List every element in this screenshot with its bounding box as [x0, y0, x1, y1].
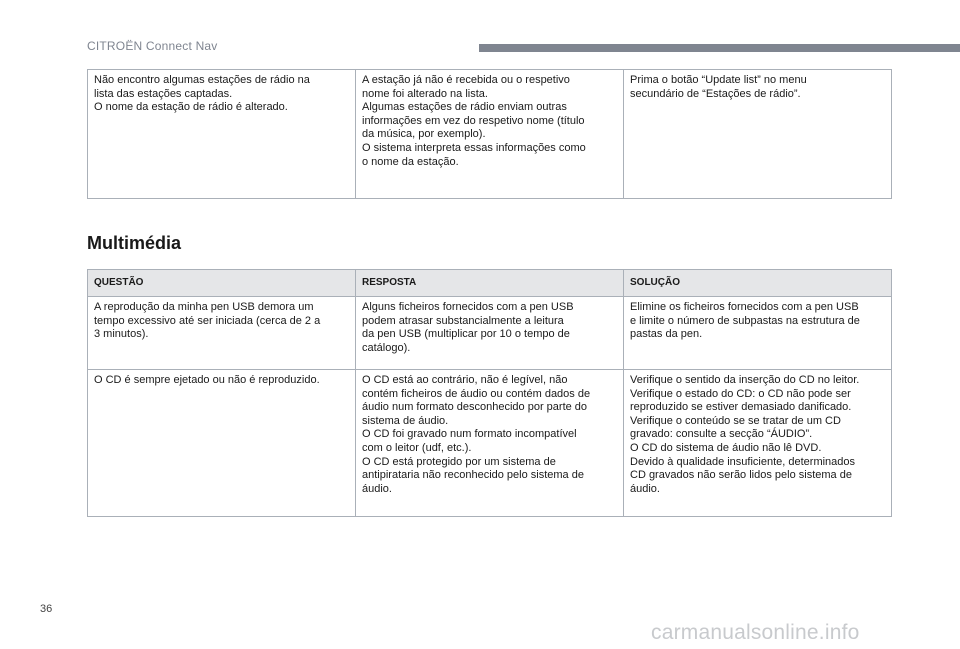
solution-cell — [624, 297, 892, 370]
question-cell — [88, 70, 356, 199]
text-line: Algumas estações de rádio enviam outras — [362, 101, 567, 114]
text-line: e limite o número de subpastas na estrutura de — [630, 314, 860, 327]
table-row — [88, 370, 892, 517]
table-row — [88, 70, 892, 199]
text-line: o nome da estação. — [362, 155, 459, 168]
text-line: O CD é sempre ejetado ou não é reproduzido. — [94, 374, 320, 386]
text-line: Não encontro algumas estações de rádio na — [94, 74, 310, 86]
table-row — [88, 297, 892, 370]
text-line: Verifique o sentido da inserção do CD no leitor. — [630, 374, 860, 386]
text-line: A estação já não é recebida ou o respetivo — [362, 74, 570, 86]
text-line: 3 minutos). — [94, 328, 149, 341]
text-line: CD gravados não serão lidos pelo sistema de — [630, 469, 852, 482]
text-line: O CD está ao contrário, não é legível, não — [362, 374, 568, 386]
text-line: O CD está protegido por um sistema de — [362, 455, 556, 468]
column-header-answer: RESPOSTA — [356, 270, 624, 297]
text-line: A reprodução da minha pen USB demora um — [94, 301, 314, 313]
header-bar — [479, 44, 960, 52]
text-line: áudio. — [362, 482, 392, 495]
text-line: pastas da pen. — [630, 328, 703, 341]
column-header-solution: SOLUÇÃO — [624, 270, 892, 297]
column-header-question: QUESTÃO — [88, 270, 356, 297]
page-number: 36 — [40, 603, 53, 615]
text-line: Alguns ficheiros fornecidos com a pen USB — [362, 301, 574, 313]
text-line: gravado: consulte a secção “ÁUDIO”. — [630, 428, 813, 441]
text-line: Prima o botão “Update list” no menu — [630, 74, 807, 86]
manual-title: CITROËN Connect Nav — [87, 39, 218, 53]
text-line: podem atrasar substancialmente a leitura — [362, 314, 564, 327]
text-line: O nome da estação de rádio é alterado. — [94, 101, 288, 114]
text-line: áudio num formato desconhecido por parte do — [362, 401, 588, 414]
radio-faq-table — [87, 69, 892, 199]
text-line: O CD do sistema de áudio não lê DVD. — [630, 441, 822, 454]
question-cell — [88, 297, 356, 370]
text-line: informações em vez do respetivo nome (título — [362, 114, 585, 127]
solution-cell — [624, 70, 892, 199]
solution-cell — [624, 370, 892, 517]
text-line: nome foi alterado na lista. — [362, 87, 488, 100]
header-row — [88, 270, 892, 297]
section-title: Multimédia — [87, 233, 182, 253]
watermark: carmanualsonline.info — [651, 621, 860, 644]
text-line: O CD foi gravado num formato incompatível — [362, 428, 577, 441]
text-line: secundário de “Estações de rádio”. — [630, 87, 801, 100]
text-line: O sistema interpreta essas informações como — [362, 141, 586, 154]
text-line: Devido à qualidade insuficiente, determinados — [630, 455, 856, 468]
text-line: lista das estações captadas. — [94, 87, 233, 100]
text-line: da música, por exemplo). — [362, 128, 486, 141]
question-cell — [88, 370, 356, 517]
text-line: reproduzido se estiver demasiado danificado. — [630, 401, 852, 414]
answer-cell — [356, 70, 624, 199]
text-line: com o leitor (udf, etc.). — [362, 441, 472, 454]
answer-cell — [356, 297, 624, 370]
answer-cell — [356, 370, 624, 517]
multimedia-faq-table — [87, 269, 892, 517]
text-line: contém ficheiros de áudio ou contém dados de — [362, 387, 591, 400]
text-line: antipirataria não reconhecido pelo sistema de — [362, 469, 584, 482]
text-line: áudio. — [630, 482, 660, 495]
text-line: Elimine os ficheiros fornecidos com a pen USB — [630, 301, 859, 313]
text-line: sistema de áudio. — [362, 414, 449, 427]
text-line: tempo excessivo até ser iniciada (cerca de 2 a — [94, 314, 321, 327]
text-line: Verifique o estado do CD: o CD não pode ser — [630, 387, 851, 400]
text-line: da pen USB (multiplicar por 10 o tempo de — [362, 328, 570, 341]
text-line: Verifique o conteúdo se se tratar de um CD — [630, 414, 841, 427]
text-line: catálogo). — [362, 341, 411, 354]
